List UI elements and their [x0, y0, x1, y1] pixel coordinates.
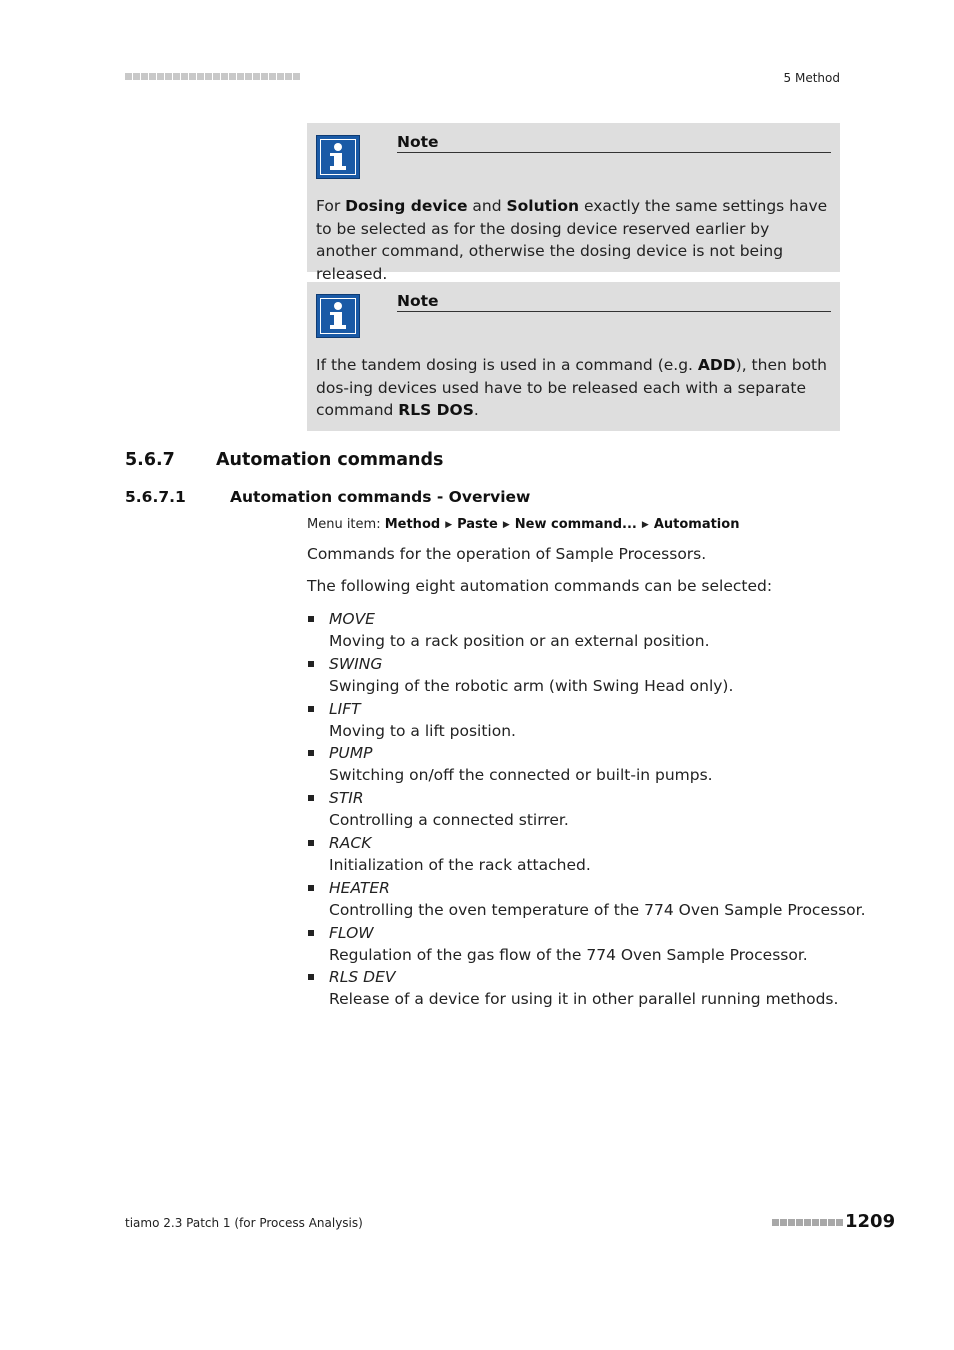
menu-path	[307, 517, 739, 532]
note-text: For	[316, 197, 346, 215]
footer-product: tiamo 2.3 Patch 1 (for Process Analysis)	[125, 1216, 363, 1230]
arrow-right-icon: ▶	[502, 520, 510, 530]
bullet-icon	[308, 885, 314, 891]
arrow-right-icon: ▶	[445, 520, 453, 530]
info-icon	[316, 135, 360, 179]
bullet-icon	[308, 706, 314, 712]
command-description: Controlling a connected stirrer.	[329, 811, 569, 830]
command-name: PUMP	[329, 744, 373, 763]
command-name: HEATER	[329, 878, 390, 897]
menu-item-new-command: New command...	[514, 517, 637, 532]
bullet-icon	[308, 795, 314, 801]
note-box-dosing	[307, 123, 840, 283]
page-number: 1209	[845, 1211, 896, 1232]
section-title: Automation commands	[216, 450, 444, 470]
command-name: LIFT	[329, 699, 361, 718]
note-bold-term: Solution	[506, 197, 580, 215]
note-text: ), then both dos-ing devices used have to be released each with a separate command	[316, 356, 827, 419]
command-description: Release of a device for using it in other parallel running methods.	[329, 990, 839, 1009]
command-description: Switching on/off the connected or built-in pumps.	[329, 766, 713, 785]
note-text: .	[473, 401, 479, 419]
footer-decoration	[772, 1219, 843, 1226]
menu-item-paste: Paste	[457, 517, 498, 532]
bullet-icon	[308, 616, 314, 622]
command-name: MOVE	[329, 610, 375, 628]
command-description: Regulation of the gas flow of the 774 Oven Sample Processor.	[329, 945, 808, 964]
section-number: 5.6.7	[125, 450, 175, 470]
command-description: Controlling the oven temperature of the 774 Oven Sample Processor.	[329, 900, 866, 919]
subsection-number: 5.6.7.1	[125, 488, 186, 506]
header-decoration	[125, 73, 300, 80]
note-bold-term: RLS DOS	[398, 401, 474, 419]
chapter-title: 5 Method	[783, 71, 840, 85]
menu-item-method: Method	[384, 517, 441, 532]
subsection-heading	[125, 488, 530, 506]
command-description: Initialization of the rack attached.	[329, 855, 591, 874]
command-name: STIR	[329, 789, 364, 808]
note-text: exactly the same settings have to be selected as for the dosing device reserved earlier by another command, otherwise the dosing device is not being released.	[316, 197, 828, 283]
lead-text: The following eight automation commands can be selected:	[307, 577, 773, 595]
command-description: Swinging of the robotic arm (with Swing Head only).	[329, 676, 734, 695]
bullet-icon	[308, 930, 314, 936]
note-body	[316, 195, 831, 285]
arrow-right-icon: ▶	[641, 520, 649, 530]
bullet-icon	[308, 840, 314, 846]
info-icon	[316, 294, 360, 338]
command-name: SWING	[329, 654, 383, 673]
intro-text: Commands for the operation of Sample Processors.	[307, 545, 707, 563]
menu-prefix: Menu item:	[307, 517, 385, 532]
note-title: Note	[397, 133, 831, 153]
section-heading	[125, 450, 443, 470]
bullet-icon	[308, 661, 314, 667]
bullet-icon	[308, 750, 314, 756]
menu-item-automation: Automation	[653, 517, 740, 532]
command-description: Moving to a rack position or an external position.	[329, 632, 710, 650]
note-bold-term: ADD	[697, 356, 736, 374]
note-text: and	[467, 197, 507, 215]
subsection-title: Automation commands - Overview	[230, 488, 531, 506]
note-title: Note	[397, 292, 831, 312]
command-description: Moving to a lift position.	[329, 721, 516, 740]
note-box-tandem	[307, 282, 840, 431]
bullet-icon	[308, 974, 314, 980]
note-body	[316, 354, 831, 422]
note-bold-term: Dosing device	[345, 197, 468, 215]
note-text: If the tandem dosing is used in a command (e.g.	[316, 356, 698, 374]
command-name: FLOW	[329, 923, 374, 942]
command-name: RACK	[329, 833, 372, 852]
command-name: RLS DEV	[329, 968, 396, 987]
